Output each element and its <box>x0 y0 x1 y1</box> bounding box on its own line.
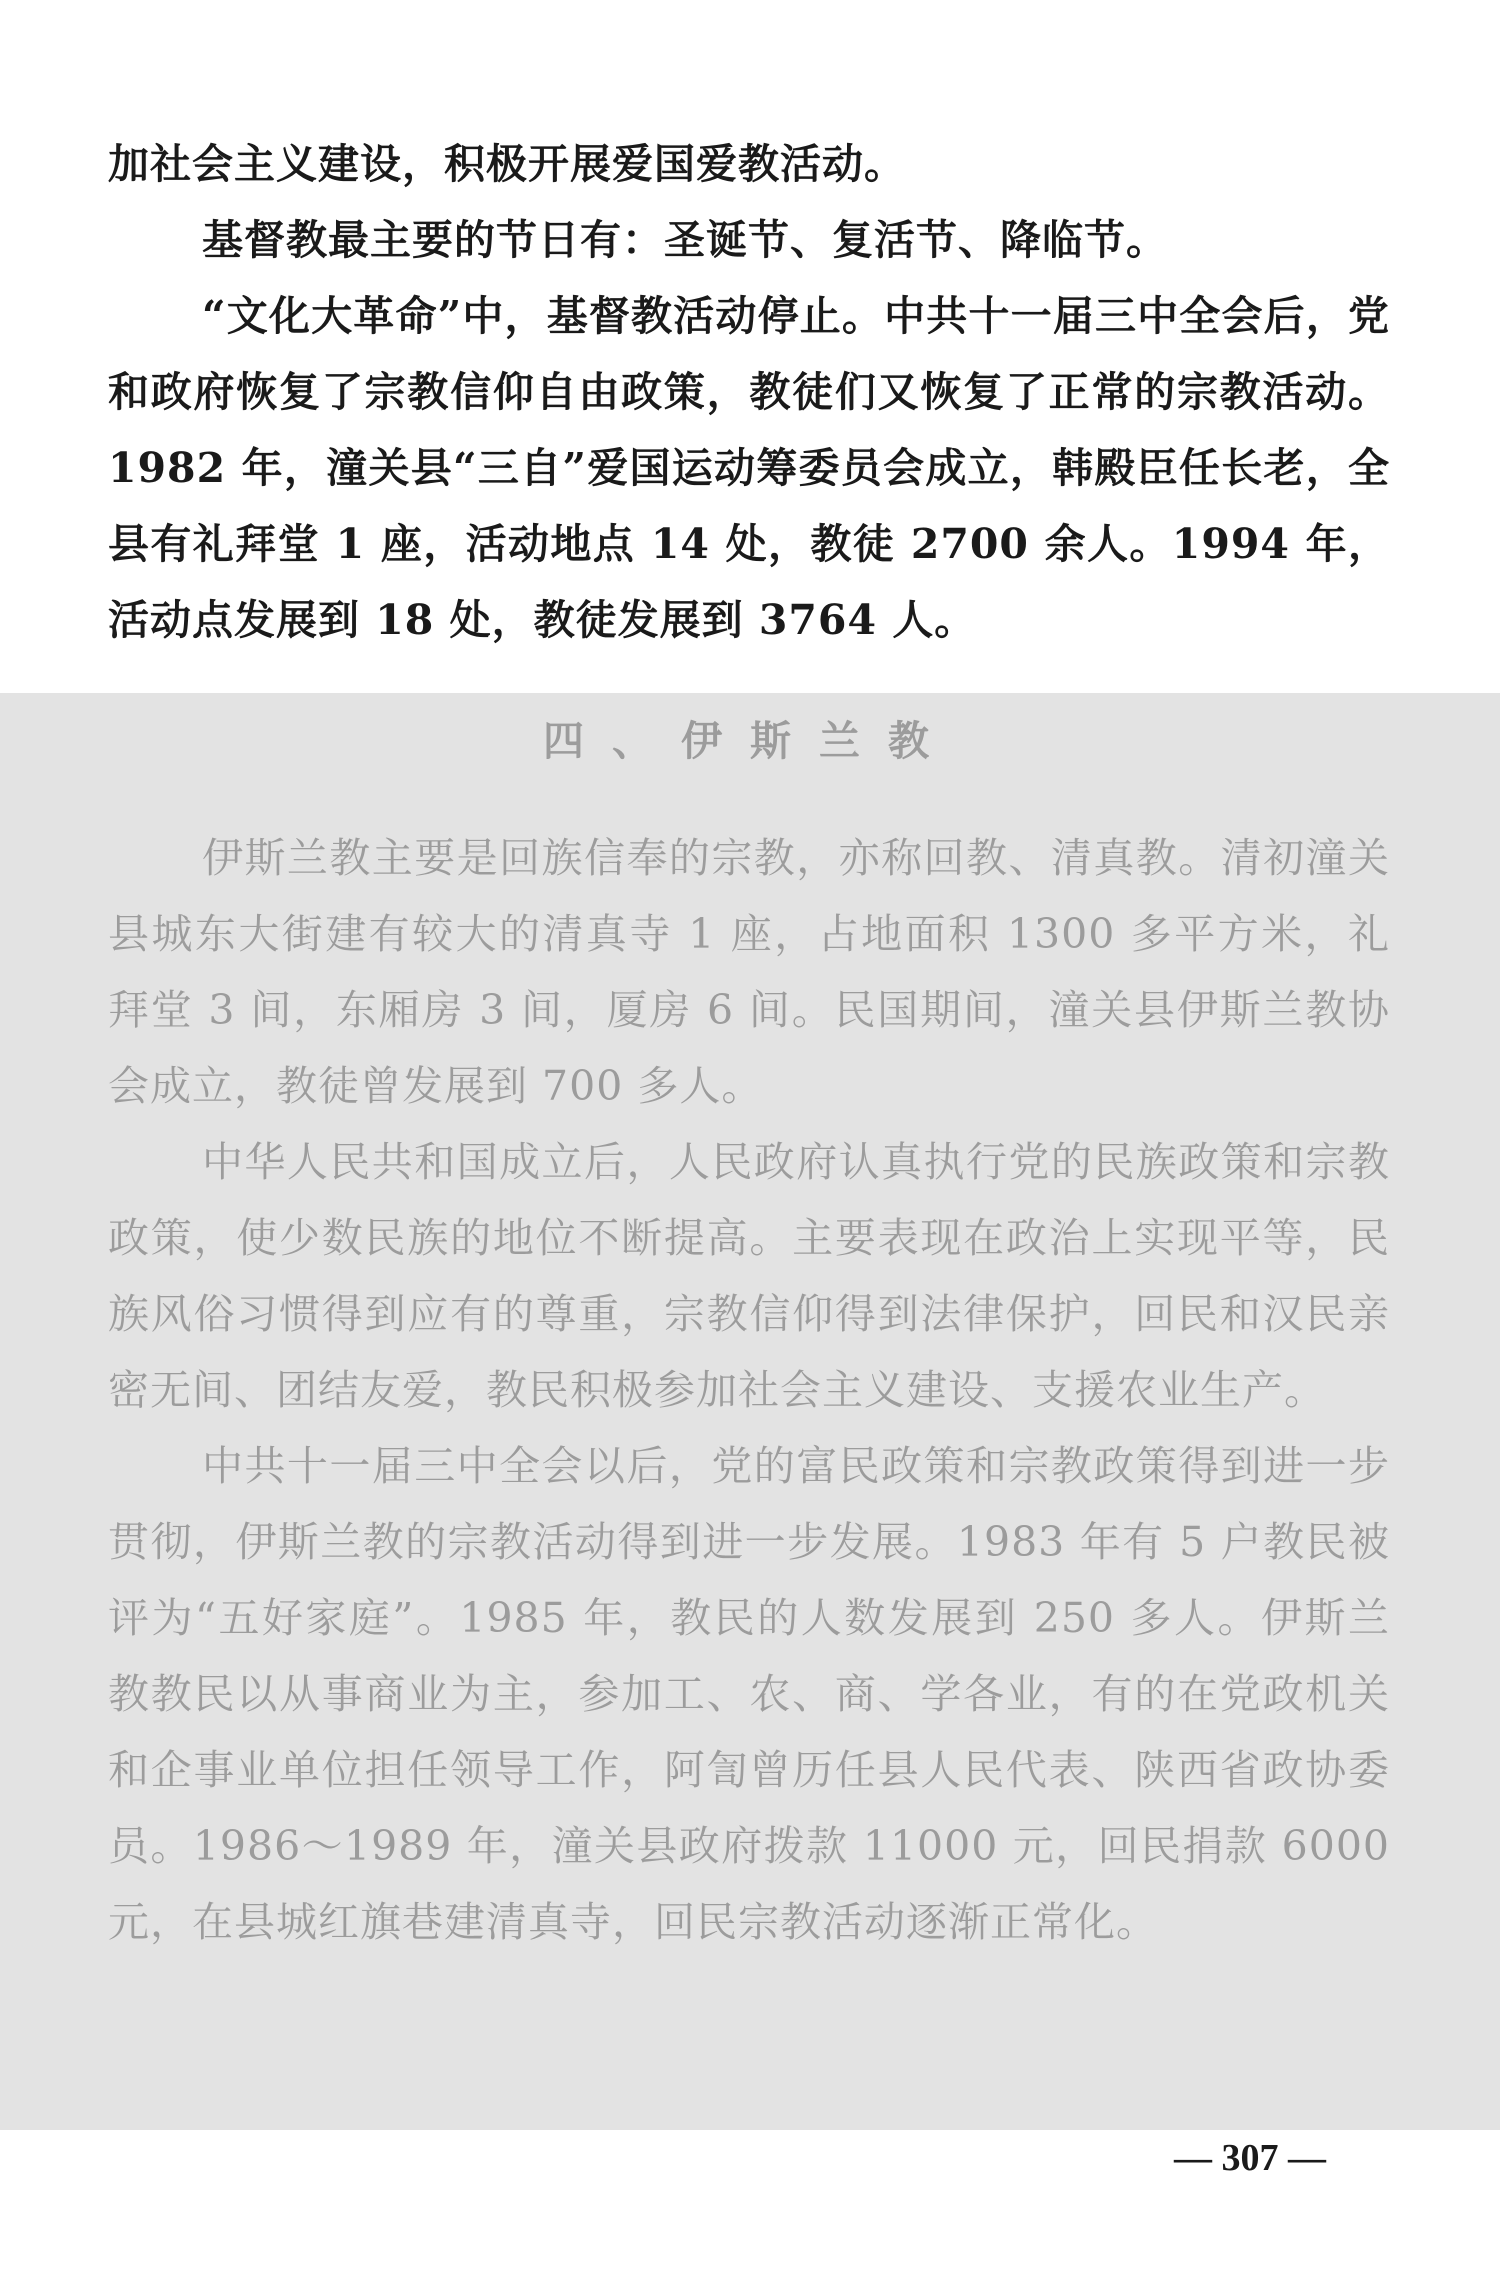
islam-text <box>108 820 1390 1960</box>
section-title: 四、伊斯兰教 <box>543 717 957 765</box>
paragraph-cultural-revolution: “文化大革命”中，基督教活动停止。中共十一届三中全会后，党和政府恢复了宗教信仰自由政策，教徒们又恢复了正常的宗教活动。1982 年，潼关县“三自”爱国运动筹委员会成立，韩殿臣任长老，全县有礼拜堂 1 座，活动地点 14 处，教徒 2700 余人。1994 年，活动点发展到 18 处，教徒发展到 3764 人。 <box>108 292 1390 644</box>
paragraph-prc-founding: 中华人民共和国成立后，人民政府认真执行党的民族政策和宗教政策，使少数民族的地位不断提高。主要表现在政治上实现平等，民族风俗习惯得到应有的尊重，宗教信仰得到法律保护，回民和汉民亲密无间、团结友爱，教民积极参加社会主义建设、支援农业生产。 <box>108 1138 1390 1414</box>
paragraph-holidays: 基督教最主要的节日有：圣诞节、复活节、降临节。 <box>202 216 1168 264</box>
paragraph-continuation: 加社会主义建设，积极开展爱国爱教活动。 <box>108 140 906 188</box>
christianity-section <box>0 0 1500 693</box>
page-number: — 307 — <box>1174 2137 1326 2179</box>
paragraph-reform-era: 中共十一届三中全会以后，党的富民政策和宗教政策得到进一步贯彻，伊斯兰教的宗教活动得到进一步发展。1983 年有 5 户教民被评为“五好家庭”。1985 年，教民的人数发展到 250 多人。伊斯兰教教民以从事商业为主，参加工、农、商、学各业，有的在党政机关和企事业单位担任领导工作，阿訇曾历任县人民代表、陕西省政协委员。1986～1989 年，潼关县政府拨款 11000 元，回民捐款 6000 元，在县城红旗巷建清真寺，回民宗教活动逐渐正常化。 <box>108 1442 1390 1946</box>
christianity-text <box>108 126 1390 658</box>
paragraph-islam-intro: 伊斯兰教主要是回族信奉的宗教，亦称回教、清真教。清初潼关县城东大街建有较大的清真寺 1 座，占地面积 1300 多平方米，礼拜堂 3 间，东厢房 3 间，厦房 6 间。民国期间，潼关县伊斯兰教协会成立，教徒曾发展到 700 多人。 <box>108 834 1390 1110</box>
